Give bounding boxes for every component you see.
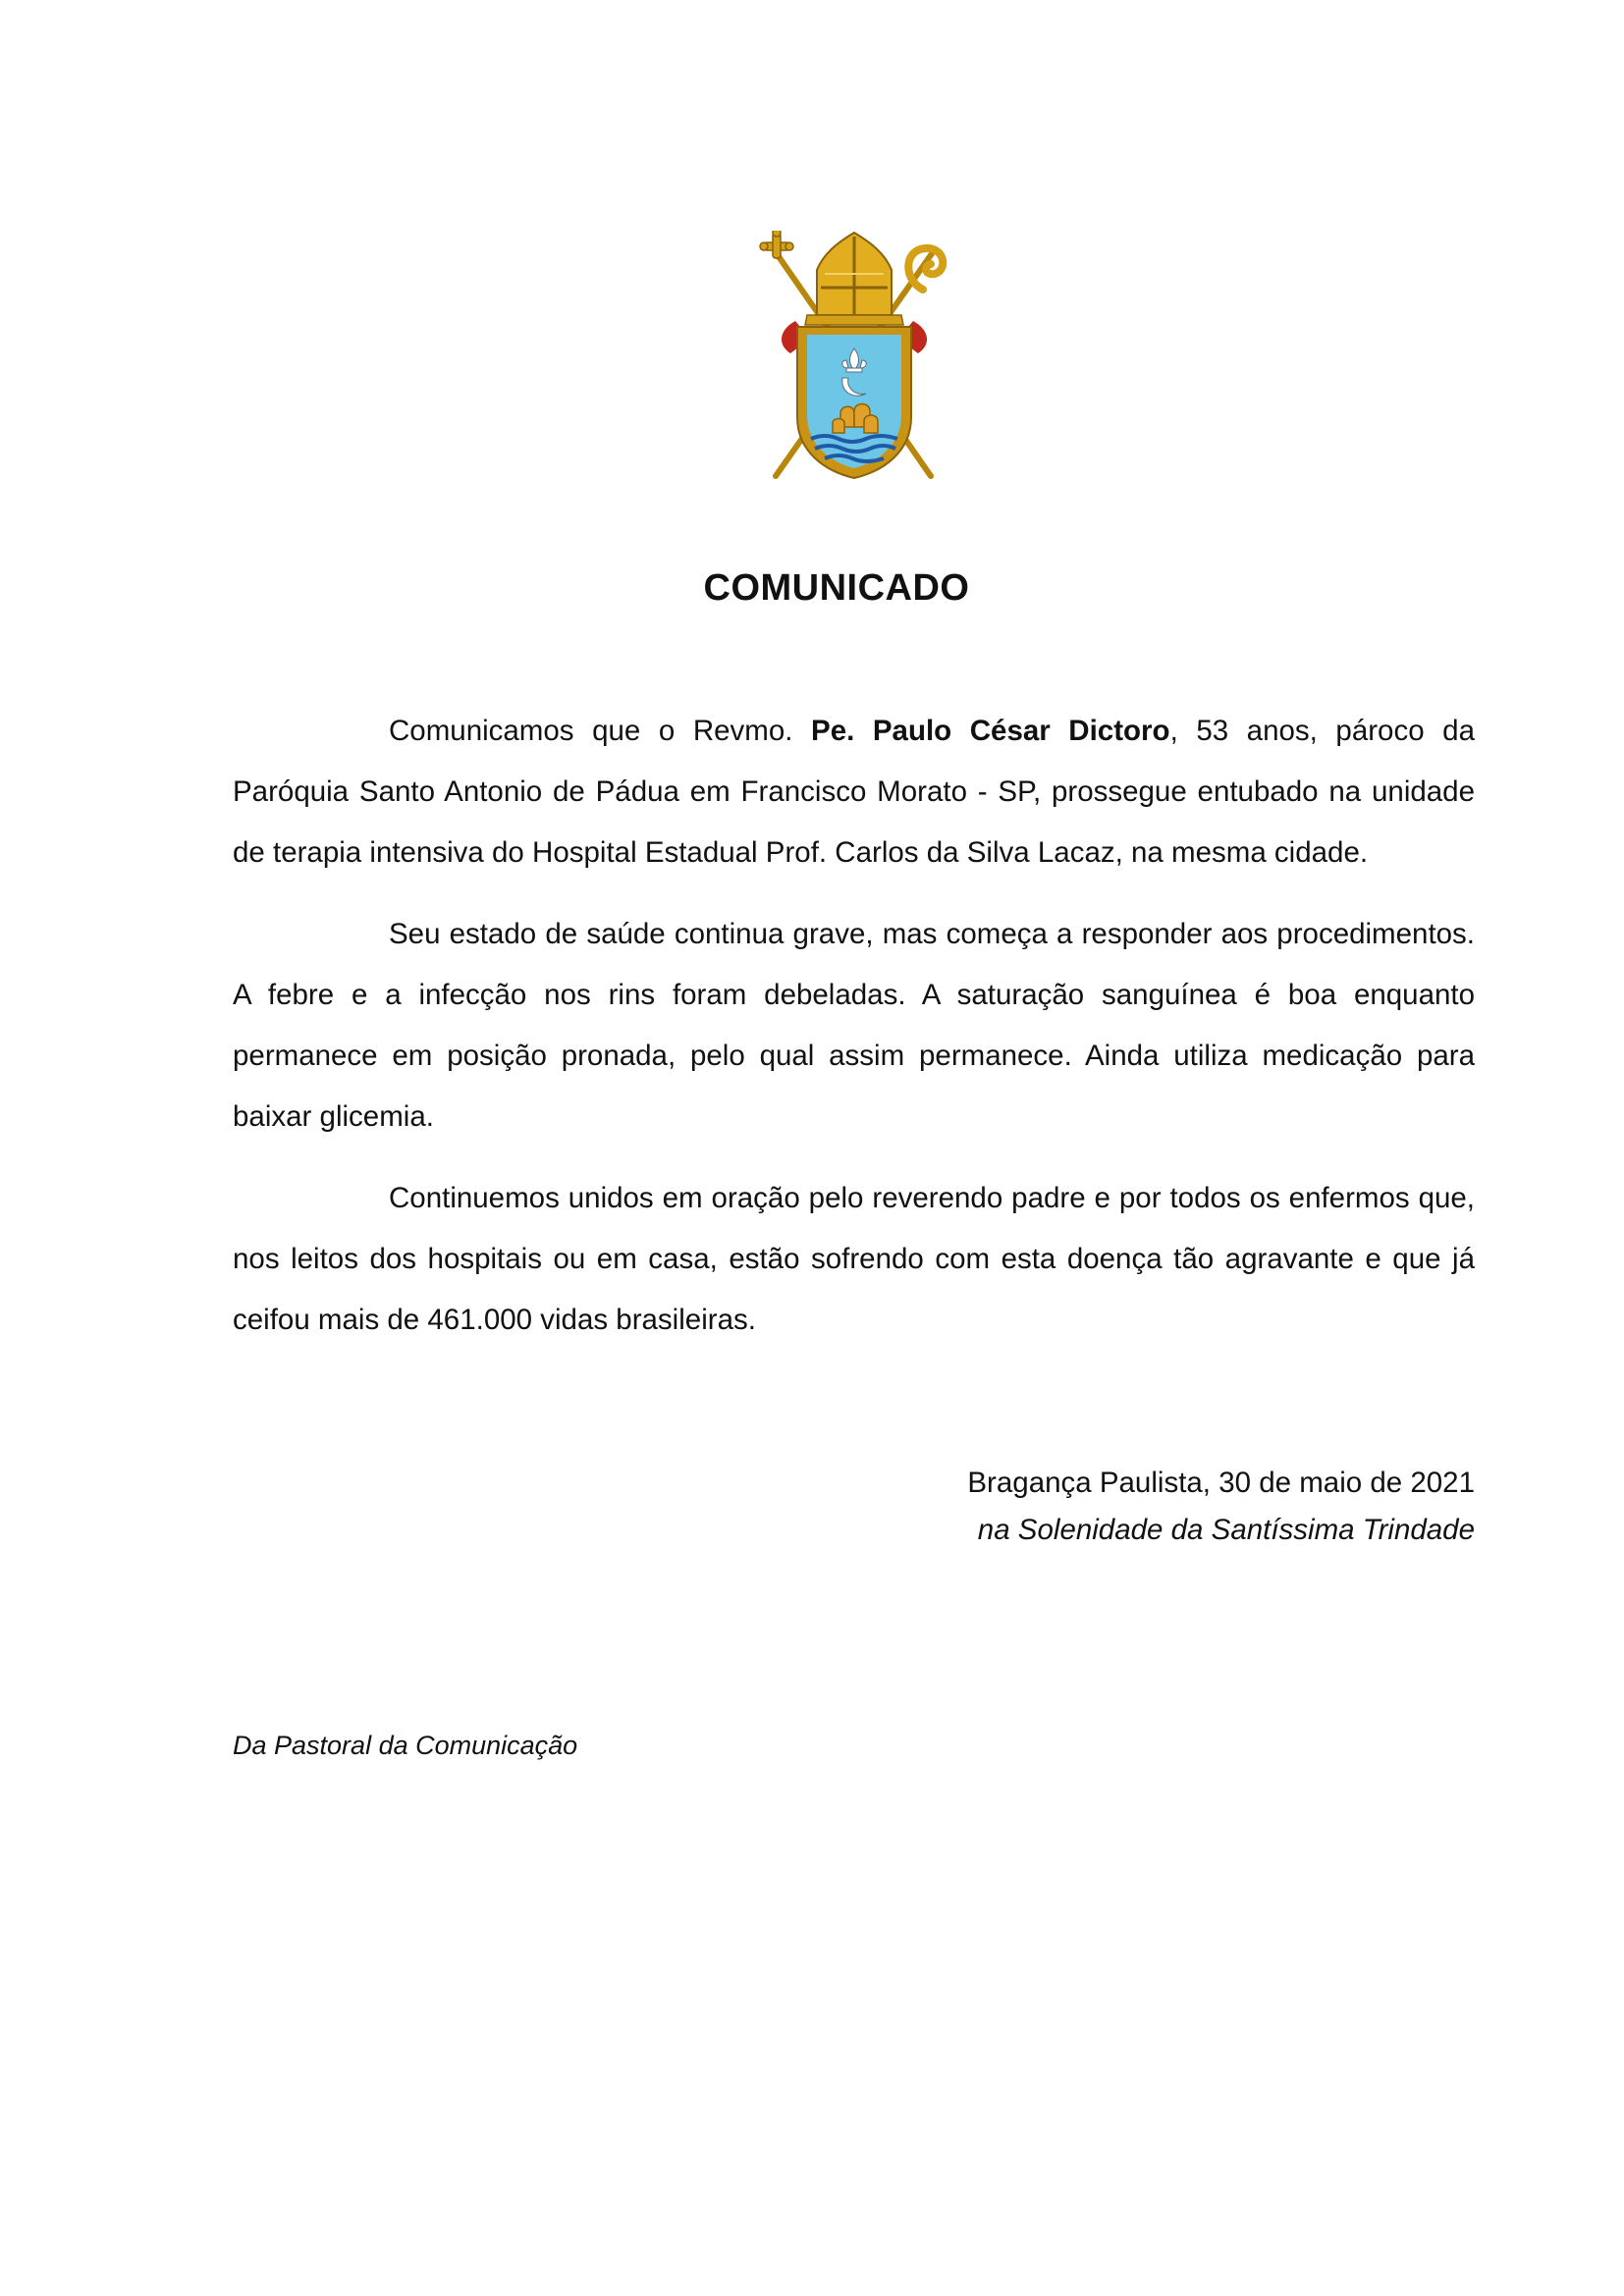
paragraph-2: Seu estado de saúde continua grave, mas começa a responder aos procedimentos. A febre e a infecção nos rins foram debeladas. A saturação sanguínea é boa enquanto permanece em posição pronada, pelo qual assim permanece. Ainda utiliza medicação para baixar glicemia. xyxy=(233,918,1475,1133)
paragraph-1 xyxy=(233,701,1475,883)
diocesan-coat-of-arms-icon xyxy=(756,231,952,486)
document-body xyxy=(233,701,1475,1371)
priest-name: Pe. Paulo César Dictoro xyxy=(811,715,1170,747)
signoff xyxy=(967,1460,1475,1554)
place-date: Bragança Paulista, 30 de maio de 2021 xyxy=(967,1467,1475,1499)
page-title: COMUNICADO xyxy=(703,567,970,609)
paragraph-3: Continuemos unidos em oração pelo reverendo padre e por todos os enfermos que, nos leitos dos hospitais ou em casa, estão sofrendo com esta doença tão agravante e que já ceifou mais de 461.000 vidas brasileiras. xyxy=(233,1182,1475,1336)
author-line: Da Pastoral da Comunicação xyxy=(233,1731,578,1760)
paragraph-1-intro: Comunicamos que o Revmo. xyxy=(389,715,812,747)
paragraph-1-rest: , 53 anos, pároco da Paróquia Santo Antonio de Pádua em Francisco Morato - SP, prossegue entubado na unidade de terapia intensiva do Hospital Estadual Prof. Carlos da Silva Lacaz, na mesma cidade. xyxy=(233,715,1475,869)
occasion: na Solenidade da Santíssima Trindade xyxy=(977,1514,1475,1546)
